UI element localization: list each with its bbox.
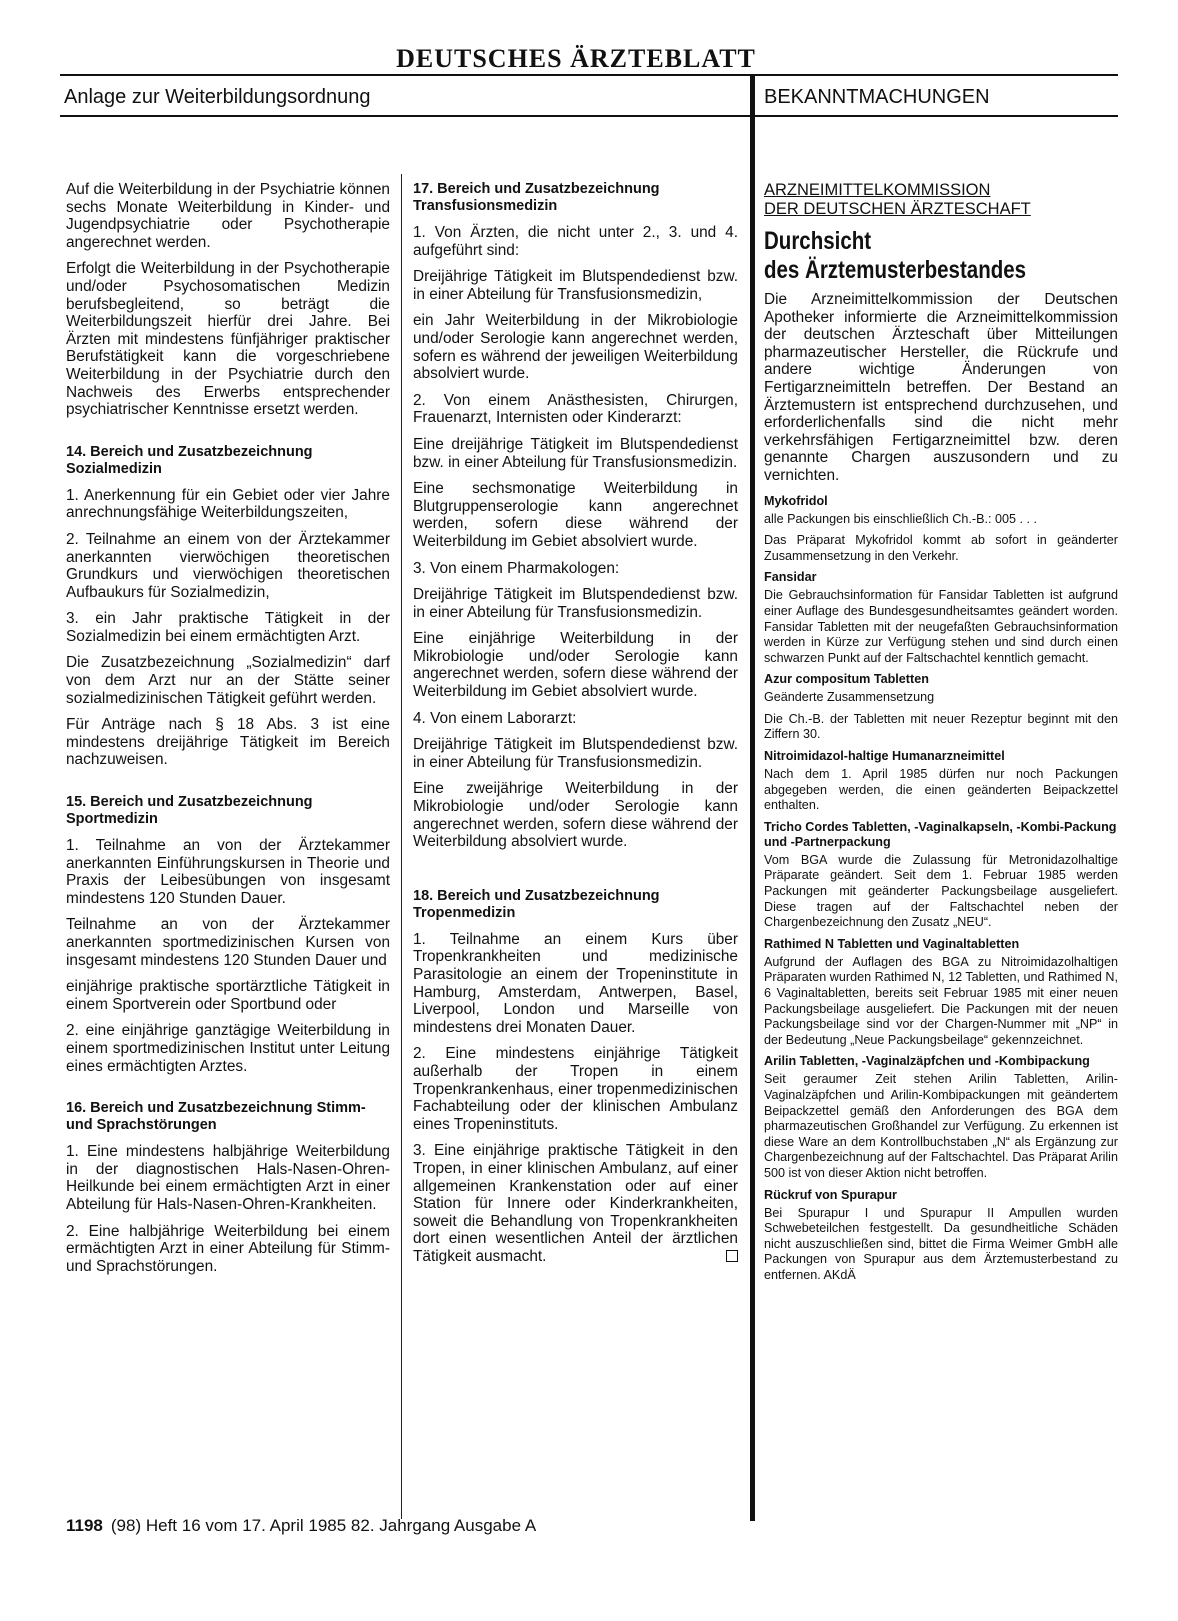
column-right (764, 181, 1118, 1290)
paragraph: Eine sechsmonatige Weiterbildung in Blutgruppenserologie kann angerechnet werden, sofern diese während der Weiterbildung im Gebiet absolviert wurde. (413, 480, 738, 550)
section-heading-14: 14. Bereich und Zusatzbezeichnung Sozialmedizin (66, 443, 313, 477)
paragraph: Dreijährige Tätigkeit im Blutspendedienst bzw. in einer Abteilung für Transfusionsmedizin, (413, 268, 738, 303)
paragraph: Auf die Weiterbildung in der Psychiatrie können sechs Monate Weiterbildung in Kinder- und Jugendpsychiatrie oder Psychotherapie angerechnet werden. (66, 181, 390, 251)
paragraph: ein Jahr Weiterbildung in der Mikrobiologie und/oder Serologie kann angerechnet werden, sofern es während der jeweiligen Weiterbildung absolviert wurde. (413, 312, 738, 383)
paragraph: 3. Von einem Pharmakologen: (413, 559, 620, 577)
paragraph: 2. Eine mindestens einjährige Tätigkeit außerhalb der Tropen in einem Tropenkrankenhaus, einer tropenmedizinischen Fachabteilung oder der klinischen Ambulanz eines Tropeninstituts. (413, 1045, 738, 1133)
notice-text: Die Ch.-B. der Tabletten mit neuer Rezeptur beginnt mit den Ziffern 30. (764, 711, 1118, 742)
commission-line-1: ARZNEIMITTELKOMMISSION (764, 181, 991, 199)
notice-text: Seit geraumer Zeit stehen Arilin Tabletten, Arilin-Vaginalzäpfchen und Arilin-Kombipackungen mit geändertem Beipackzettel gemäß den Anforderungen des BGA dem pharmazeutischen Großhandel zur Verfügung. Zu erkennen ist diese Ware an dem Kontrollbuchstaben „N“ als Ergänzung zur Chargenbezeichnung auf der Faltschachtel. Das Präparat Arilin 500 ist von dieser Aktion nicht betroffen. (764, 1072, 1118, 1180)
subheader-rule (60, 115, 1118, 117)
article-title (764, 227, 1108, 285)
notice-text: Aufgrund der Auflagen des BGA zu Nitroimidazolhaltigen Präparaten wurden Rathimed N, 12 Tabletten, und Rathimed N, 6 Vaginaltabletten, bereits seit Februar 1985 mit einer neuen Packungsbeilage ausgeliefert. Die Packungen mit der neuen Packungsbeilage sind vor der Chargen-Nummer mit „NP“ in der Bedeutung „Neue Packungsbeilage“ gekennzeichnet. (764, 954, 1118, 1047)
paragraph: Eine einjährige Weiterbildung in der Mikrobiologie und/oder Serologie kann angerechnet werden, sofern diese während der Weiterbildung im Gebiet absolviert wurde. (413, 630, 738, 701)
paragraph: einjährige praktische sportärztliche Tätigkeit in einem Sportverein oder Sportbund oder (66, 978, 390, 1013)
notice-text: alle Packungen bis einschließlich Ch.-B.: 005 . . . (764, 511, 1038, 526)
paragraph: Eine zweijährige Weiterbildung in der Mikrobiologie und/oder Serologie kann angerechnet werden, sofern diese während der Weiterbildung absolviert wurde. (413, 780, 738, 851)
paragraph: Erfolgt die Weiterbildung in der Psychotherapie und/oder Psychosomatischen Medizin berufsbegleitend, so beträgt die Weiterbildungszeit hierfür drei Jahre. Bei Ärzten mit mindestens fünfjähriger praktischer Berufstätigkeit kann die vorgeschriebene Weiterbildung in der Psychiatrie durch den Nachweis des Erwerbs entsprechender psychiatrischer Kenntnisse ersetzt werden. (66, 260, 390, 419)
notice-text: Das Präparat Mykofridol kommt ab sofort in geänderter Zusammensetzung in den Verkehr. (764, 533, 1118, 563)
issue-info: (98) Heft 16 vom 17. April 1985 82. Jahrgang Ausgabe A (110, 1516, 537, 1535)
article-title-line-1: Durchsicht (764, 227, 872, 255)
notice-heading: Fansidar (764, 570, 817, 585)
paragraph-text: 3. Eine einjährige praktische Tätigkeit in den Tropen, in einer klinischen Ambulanz, auf einer allgemeinen Krankenstation oder auf einer Station für Innere oder Kinderkrankheiten, soweit die Behandlung von Tropenkrankheiten dort einen wesentlichen Anteil der ärztlichen Tätigkeit ausmacht. (413, 1142, 738, 1265)
notice-text: Geänderte Zusammensetzung (764, 690, 935, 705)
column-divider-thin (401, 174, 402, 1519)
paragraph: 1. Teilnahme an einem Kurs über Tropenkrankheiten und medizinische Parasitologie an einem der Tropeninstitute in Hamburg, Amsterdam, Antwerpen, Basel, Liverpool, London und Marseille von mindestens drei Monaten Dauer. (413, 930, 738, 1036)
notice-text: Vom BGA wurde die Zulassung für Metronidazolhaltige Präparate geändert. Seit dem 1. Februar 1985 werden Packungen mit geänderter Packungsbeilage ausgeliefert. Diese tragen auf der Faltschachtel neben der Chargenbezeichnung den Zusatz „NEU“. (764, 852, 1118, 930)
commission-line-2: DER DEUTSCHEN ÄRZTESCHAFT (764, 200, 1031, 218)
paragraph: 1. Teilnahme an von der Ärztekammer anerkannten Einführungskursen in Theorie und Praxis der Leibesübungen von insgesamt mindestens 120 Stunden Dauer. (66, 837, 390, 907)
article-intro: Die Arzneimittelkommission der Deutschen Apotheker informierte die Arzneimittelkommission der deutschen Ärzteschaft über Mitteilungen pharmazeutischer Hersteller, die Rückrufe und andere wichtige Änderungen von Fertigarzneimitteln betreffen. Der Bestand an Ärztemustern ist entsprechend durchzusehen, und erforderlichenfalls sind die nicht mehr verkehrsfähigen Fertigarzneimittel bzw. deren genannte Chargen auszusondern und zu vernichten. (764, 291, 1118, 484)
paragraph: 3. ein Jahr praktische Tätigkeit in der Sozialmedizin bei einem ermächtigten Arzt. (66, 610, 390, 645)
section-heading-18: 18. Bereich und Zusatzbezeichnung Tropenmedizin (413, 887, 660, 921)
masthead: DEUTSCHES ÄRZTEBLATT (396, 44, 756, 73)
page-footer (66, 1516, 536, 1536)
paragraph: Dreijährige Tätigkeit im Blutspendedienst bzw. in einer Abteilung für Transfusionsmedizin. (413, 586, 738, 621)
paragraph: Für Anträge nach § 18 Abs. 3 ist eine mindestens dreijährige Tätigkeit im Bereich nachzuweisen. (66, 716, 390, 769)
notice-heading: Azur compositum Tabletten (764, 672, 929, 687)
notice-heading: Arilin Tabletten, -Vaginalzäpfchen und -Kombipackung (764, 1054, 1090, 1069)
paragraph: 4. Von einem Laborarzt: (413, 709, 577, 727)
page-number: 1198 (66, 1516, 103, 1535)
section-heading-16: 16. Bereich und Zusatzbezeichnung Stimm- und Sprachstörungen (66, 1100, 366, 1134)
notice-heading: Tricho Cordes Tabletten, -Vaginalkapseln, -Kombi-Packung und -Partnerpackung (764, 819, 1117, 849)
notice-list (764, 494, 1118, 1284)
paragraph: Dreijährige Tätigkeit im Blutspendedienst bzw. in einer Abteilung für Transfusionsmedizin. (413, 736, 738, 771)
commission-heading (764, 181, 1118, 219)
paragraph: 1. Von Ärzten, die nicht unter 2., 3. und 4. aufgeführt sind: (413, 224, 738, 259)
article-title-line-2: des Ärztemusterbestandes (764, 256, 1027, 284)
section-header-left: Anlage zur Weiterbildungsordnung (64, 86, 371, 108)
header-rule (60, 74, 1118, 76)
notice-text: Nach dem 1. April 1985 dürfen nur noch Packungen abgegeben werden, die einen geänderten Beipackzettel enthalten. (764, 767, 1118, 813)
paragraph: 1. Eine mindestens halbjährige Weiterbildung in der diagnostischen Hals-Nasen-Ohren-Heilkunde bei einem ermächtigten Arzt in einer Abteilung für Hals-Nasen-Ohren-Krankheiten. (66, 1143, 390, 1213)
paragraph: 1. Anerkennung für ein Gebiet oder vier Jahre anrechnungsfähige Weiterbildungszeiten, (66, 486, 390, 522)
paragraph: Eine dreijährige Tätigkeit im Blutspendedienst bzw. in einer Abteilung für Transfusionsmedizin. (413, 435, 738, 471)
notice-text: Bei Spurapur I und Spurapur II Ampullen wurden Schwebeteilchen festgestellt. Da gesundheitliche Schäden nicht auszuschließen sind, bittet die Firma Weimer GmbH alle Packungen von Spurapur aus dem Ärztemusterbestand zu entfernen. AKdÄ (764, 1205, 1118, 1282)
paragraph: 2. Teilnahme an einem von der Ärztekammer anerkannten vierwöchigen theoretischen Grundkurs und vierwöchigen theoretischen Aufbaukurs für Sozialmedizin, (66, 530, 390, 601)
section-heading-17: 17. Bereich und Zusatzbezeichnung Transfusionsmedizin (413, 181, 660, 214)
section-heading-15: 15. Bereich und Zusatzbezeichnung Sportmedizin (66, 794, 313, 828)
notice-heading: Mykofridol (764, 493, 828, 508)
paragraph: 2. eine einjährige ganztägige Weiterbildung in einem sportmedizinischen Institut unter Leitung eines ermächtigten Arztes. (66, 1022, 390, 1075)
paragraph: Die Zusatzbezeichnung „Sozialmedizin“ darf von dem Arzt nur an der Stätte seiner sozialmedizinischen Tätigkeit geführt werden. (66, 654, 390, 707)
notice-text: Die Gebrauchsinformation für Fansidar Tabletten ist aufgrund einer Auflage des Bundesgesundheitsamtes geändert worden. Fansidar Tabletten mit der neugefaßten Gebrauchsinformation werden in Kürze zur Verfügung stehen und sind durch einen schwarzen Punkt auf der Faltschachtel kenntlich gemacht. (764, 588, 1118, 665)
section-header-right: BEKANNTMACHUNGEN (764, 86, 990, 108)
notice-heading: Rathimed N Tabletten und Vaginaltabletten (764, 936, 1020, 951)
column-middle (413, 181, 738, 1275)
paragraph: Teilnahme an von der Ärztekammer anerkannten sportmedizinischen Kursen von insgesamt mindestens 120 Stunden Dauer und (66, 916, 390, 969)
notice-heading: Rückruf von Spurapur (764, 1187, 897, 1202)
paragraph: 2. Eine halbjährige Weiterbildung bei einem ermächtigten Arzt in einer Abteilung für Stimm- und Sprachstörungen. (66, 1222, 390, 1275)
paragraph (413, 1142, 738, 1265)
column-left (66, 181, 390, 1284)
end-mark-icon (726, 1250, 738, 1262)
column-divider-thick (750, 76, 755, 1521)
notice-heading: Nitroimidazol-haltige Humanarzneimittel (764, 749, 1005, 764)
paragraph: 2. Von einem Anästhesisten, Chirurgen, Frauenarzt, Internisten oder Kinderarzt: (413, 391, 738, 427)
